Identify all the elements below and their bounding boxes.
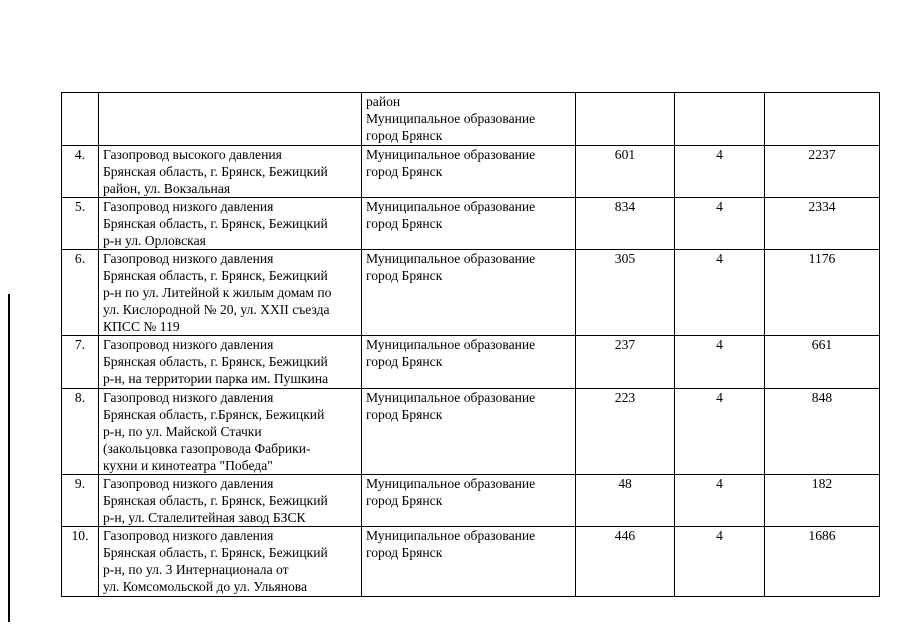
object-description-line: Газопровод низкого давления: [103, 199, 274, 214]
object-description-line: Брянская область, г. Брянск, Бежицкий: [103, 268, 328, 283]
object-description-line: р-н, по ул. Майской Стачки: [103, 424, 262, 439]
value-cell: 2237: [765, 146, 880, 198]
length-cell: 446: [576, 527, 675, 597]
table-row: [62, 527, 880, 597]
object-description-line: (закольцовка газопровода Фабрики-: [103, 441, 311, 456]
owner-line: город Брянск: [366, 493, 443, 508]
length-cell: 305: [576, 250, 675, 336]
owner-line: Муниципальное образование: [366, 337, 536, 352]
row-number: 7.: [62, 336, 99, 389]
owner-line: Муниципальное образование: [366, 199, 536, 214]
owner-line: Муниципальное образование: [366, 528, 536, 543]
owner-line: город Брянск: [366, 407, 443, 422]
object-description-cell: [99, 146, 362, 198]
owner-cell: [362, 198, 576, 250]
margin-mark: [8, 294, 10, 622]
object-description-line: Газопровод низкого давления: [103, 337, 274, 352]
object-description-line: кухни и кинотеатра "Победа": [103, 458, 273, 473]
owner-cell: [362, 336, 576, 389]
object-description-cell: [99, 198, 362, 250]
length-cell: 834: [576, 198, 675, 250]
object-description-cell: [99, 389, 362, 475]
owner-line: город Брянск: [366, 268, 443, 283]
object-description-line: Брянская область, г. Брянск, Бежицкий: [103, 354, 328, 369]
object-description-line: р-н, по ул. 3 Интернационала от: [103, 562, 289, 577]
object-description-line: ул. Кислородной № 20, ул. XXII съезда: [103, 302, 330, 317]
length-cell: [576, 93, 675, 146]
object-description-line: Брянская область, г. Брянск, Бежицкий: [103, 545, 328, 560]
object-description-line: Газопровод низкого давления: [103, 528, 274, 543]
owner-line: город Брянск: [366, 545, 443, 560]
row-number: 5.: [62, 198, 99, 250]
property-table: [61, 92, 880, 597]
owner-line: город Брянск: [366, 354, 443, 369]
row-number: 8.: [62, 389, 99, 475]
category-cell: 4: [675, 475, 765, 527]
table-row: [62, 336, 880, 389]
owner-line: Муниципальное образование: [366, 111, 536, 126]
object-description-line: ул. Комсомольской до ул. Ульянова: [103, 579, 308, 594]
owner-cell: [362, 527, 576, 597]
length-cell: 237: [576, 336, 675, 389]
object-description-line: КПСС № 119: [103, 319, 180, 334]
object-description-line: Брянская область, г.Брянск, Бежицкий: [103, 407, 325, 422]
value-cell: 2334: [765, 198, 880, 250]
object-description-line: р-н по ул. Литейной к жилым домам по: [103, 285, 332, 300]
owner-line: Муниципальное образование: [366, 251, 536, 266]
object-description-cell: [99, 336, 362, 389]
object-description-line: р-н ул. Орловская: [103, 233, 206, 248]
owner-cell: [362, 475, 576, 527]
table-row: [62, 250, 880, 336]
object-description-cell: [99, 475, 362, 527]
owner-line: Муниципальное образование: [366, 390, 536, 405]
category-cell: [675, 93, 765, 146]
owner-line: город Брянск: [366, 216, 443, 231]
row-number: 9.: [62, 475, 99, 527]
category-cell: 4: [675, 527, 765, 597]
table-row: [62, 198, 880, 250]
length-cell: 223: [576, 389, 675, 475]
table-body: [62, 93, 880, 597]
object-description-line: р-н, ул. Сталелитейная завод БЗСК: [103, 510, 306, 525]
object-description-line: район, ул. Вокзальная: [103, 181, 231, 196]
object-description-cell: [99, 93, 362, 146]
value-cell: 1176: [765, 250, 880, 336]
table-row: [62, 93, 880, 146]
row-number: 10.: [62, 527, 99, 597]
category-cell: 4: [675, 198, 765, 250]
owner-line: Муниципальное образование: [366, 147, 536, 162]
object-description-line: Брянская область, г. Брянск, Бежицкий: [103, 216, 328, 231]
category-cell: 4: [675, 146, 765, 198]
object-description-line: Брянская область, г. Брянск, Бежицкий: [103, 164, 328, 179]
object-description-line: р-н, на территории парка им. Пушкина: [103, 371, 329, 386]
category-cell: 4: [675, 250, 765, 336]
owner-line: город Брянск: [366, 128, 443, 143]
row-number: 4.: [62, 146, 99, 198]
length-cell: 601: [576, 146, 675, 198]
object-description-line: Брянская область, г. Брянск, Бежицкий: [103, 493, 328, 508]
table-row: [62, 389, 880, 475]
table-row: [62, 475, 880, 527]
value-cell: 182: [765, 475, 880, 527]
object-description-line: Газопровод низкого давления: [103, 476, 274, 491]
object-description-line: Газопровод высокого давления: [103, 147, 282, 162]
object-description-line: Газопровод низкого давления: [103, 251, 274, 266]
owner-line: район: [366, 94, 401, 109]
owner-cell: [362, 389, 576, 475]
object-description-line: Газопровод низкого давления: [103, 390, 274, 405]
category-cell: 4: [675, 389, 765, 475]
object-description-cell: [99, 527, 362, 597]
owner-cell: [362, 93, 576, 146]
row-number: [62, 93, 99, 146]
object-description-cell: [99, 250, 362, 336]
value-cell: 661: [765, 336, 880, 389]
row-number: 6.: [62, 250, 99, 336]
length-cell: 48: [576, 475, 675, 527]
owner-line: город Брянск: [366, 164, 443, 179]
value-cell: 848: [765, 389, 880, 475]
owner-cell: [362, 146, 576, 198]
value-cell: [765, 93, 880, 146]
table-row: [62, 146, 880, 198]
owner-cell: [362, 250, 576, 336]
category-cell: 4: [675, 336, 765, 389]
value-cell: 1686: [765, 527, 880, 597]
owner-line: Муниципальное образование: [366, 476, 536, 491]
